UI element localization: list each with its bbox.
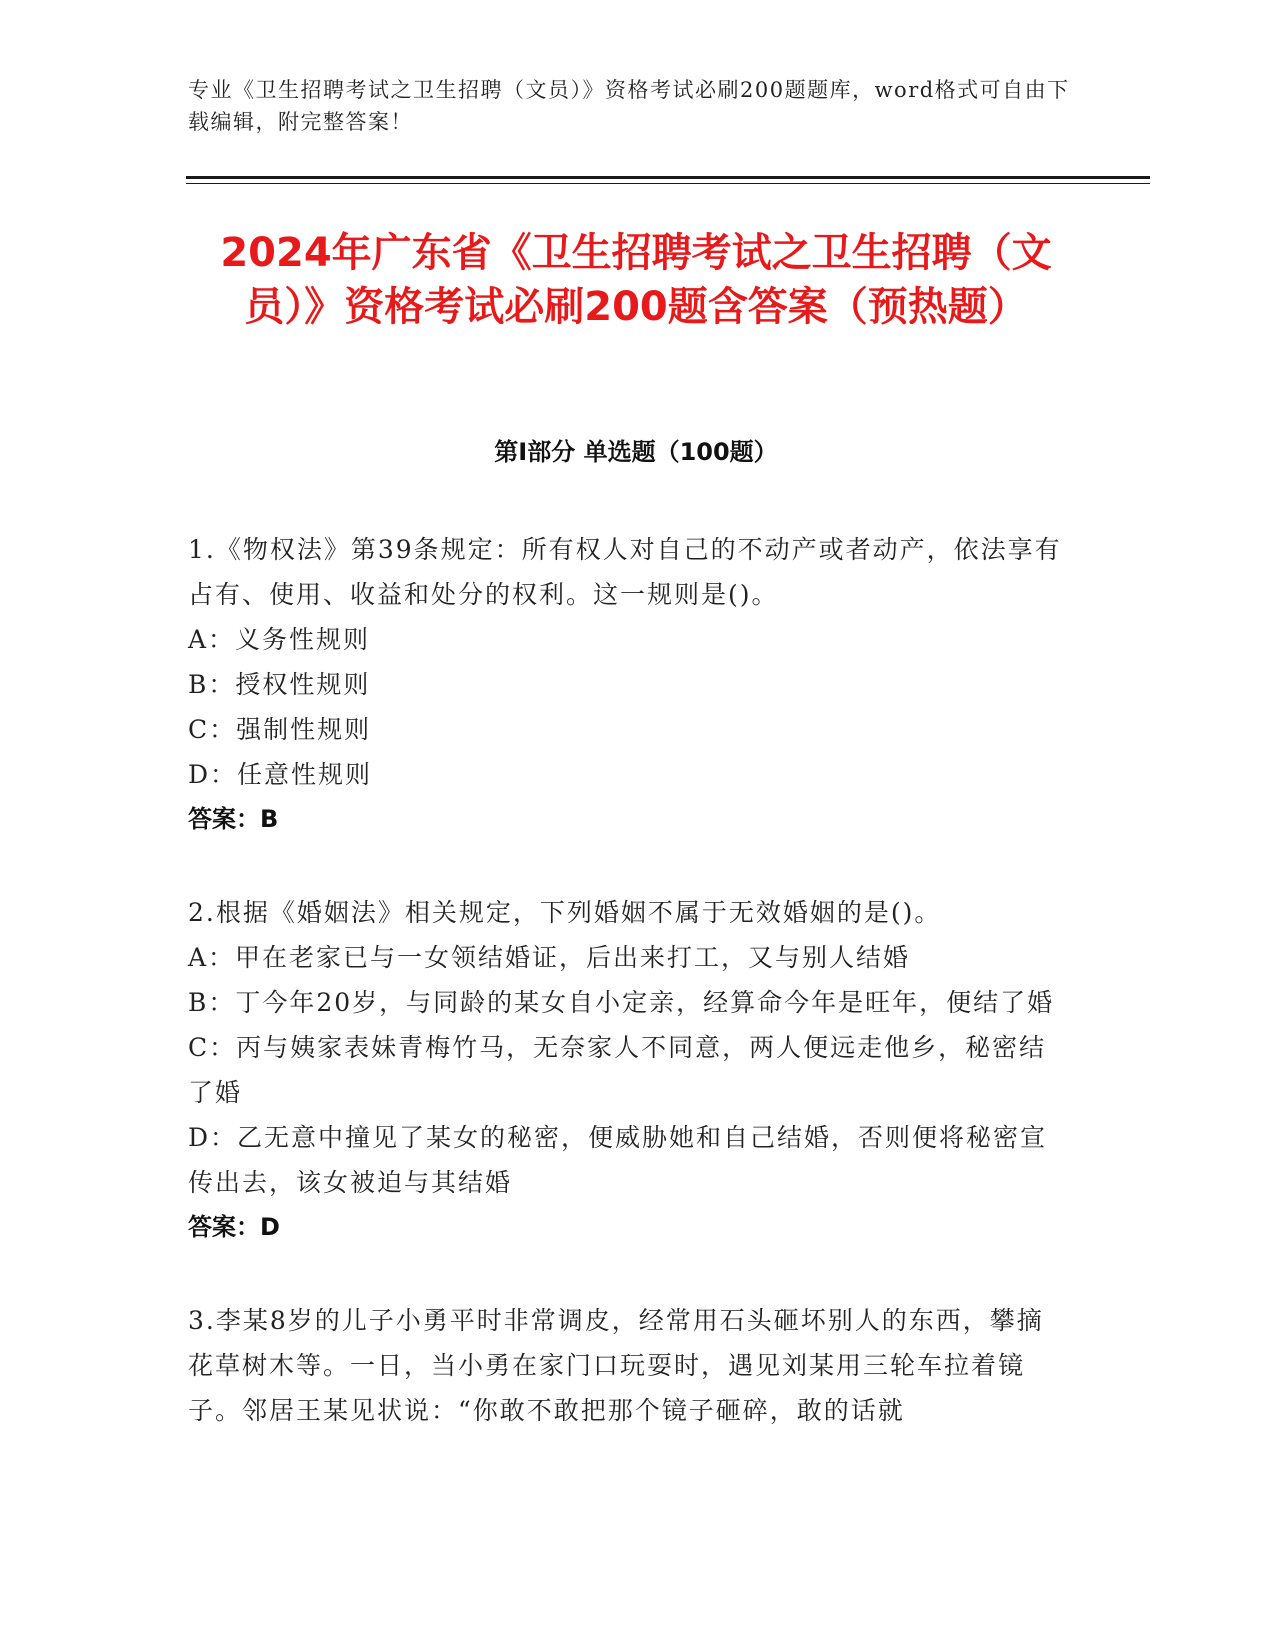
question-3 <box>188 1298 1068 1433</box>
question-stem: 1.《物权法》第39条规定：所有权人对自己的不动产或者动产，依法享有占有、使用、收益和处分的权利。这一规则是()。 <box>188 535 1062 609</box>
question-1 <box>188 527 1068 842</box>
header-rule-thick <box>186 176 1150 179</box>
answer-line <box>188 797 1068 842</box>
option-b: B：丁今年20岁，与同龄的某女自小定亲，经算命今年是旺年，便结了婚 <box>188 988 1055 1017</box>
option-d: D：任意性规则 <box>188 760 373 789</box>
question-stem: 2.根据《婚姻法》相关规定，下列婚姻不属于无效婚姻的是()。 <box>188 898 942 927</box>
answer-label: 答案： <box>188 805 260 833</box>
header-rule-thin <box>186 183 1150 184</box>
question-stem: 3.李某8岁的儿子小勇平时非常调皮，经常用石头砸坏别人的东西，攀摘花草树木等。一日，当小勇在家门口玩耍时，遇见刘某用三轮车拉着镜子。邻居王某见状说：“你敢不敢把那个镜子砸碎，敢的话就 <box>188 1306 1044 1425</box>
section-heading: 第I部分 单选题（100题） <box>494 438 778 466</box>
question-2 <box>188 890 1068 1250</box>
question-list <box>188 527 1068 1481</box>
answer-value: D <box>260 1213 280 1241</box>
option-d: D：乙无意中撞见了某女的秘密，便威胁她和自己结婚，否则便将秘密宣传出去，该女被迫与其结婚 <box>188 1123 1048 1197</box>
option-a: A：义务性规则 <box>188 625 371 654</box>
option-a: A：甲在老家已与一女领结婚证，后出来打工，又与别人结婚 <box>188 943 911 972</box>
answer-label: 答案： <box>188 1213 260 1241</box>
header-note: 专业《卫生招聘考试之卫生招聘（文员）》资格考试必刷200题题库，word格式可自由下载编辑，附完整答案！ <box>188 78 1070 134</box>
document-title: 2024年广东省《卫生招聘考试之卫生招聘（文员）》资格考试必刷200题含答案（预热题） <box>220 230 1052 330</box>
option-b: B：授权性规则 <box>188 670 371 699</box>
answer-value: B <box>260 805 279 833</box>
answer-line <box>188 1205 1068 1250</box>
option-c: C：强制性规则 <box>188 715 372 744</box>
option-c: C：丙与姨家表妹青梅竹马，无奈家人不同意，两人便远走他乡，秘密结了婚 <box>188 1033 1047 1107</box>
